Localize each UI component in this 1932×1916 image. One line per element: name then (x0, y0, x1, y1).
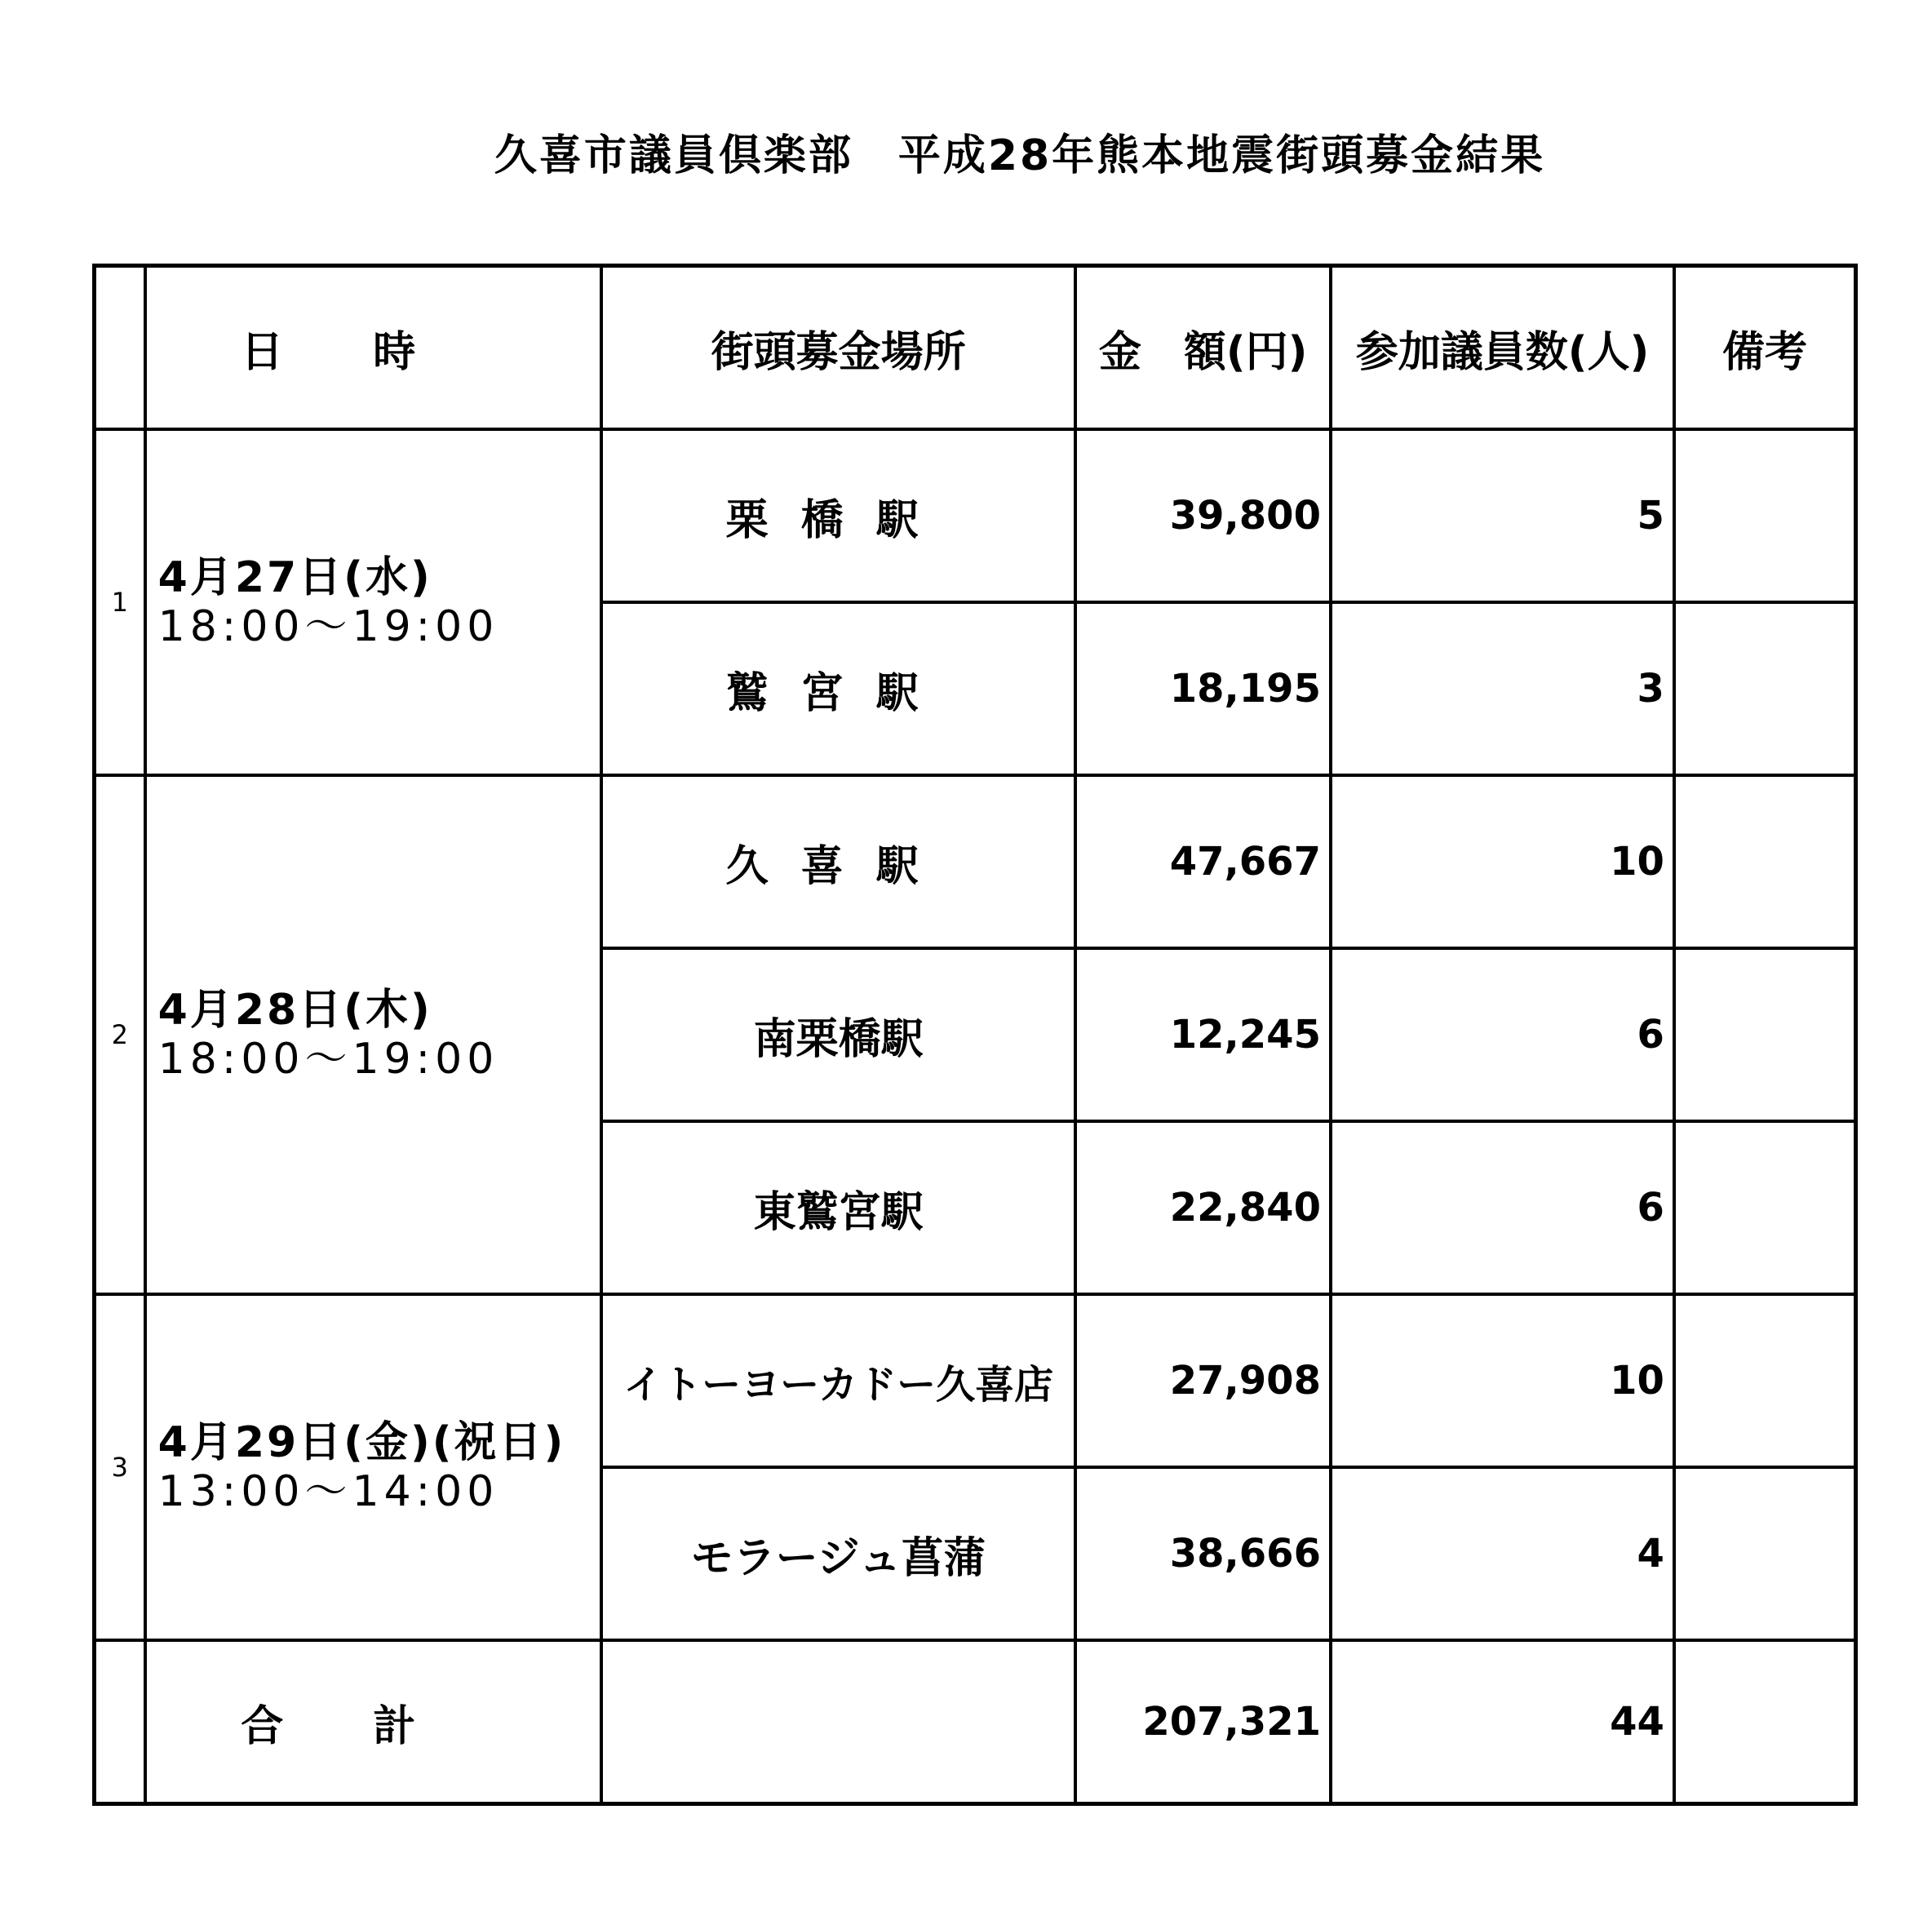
total-row (95, 1640, 1856, 1804)
remarks-cell (1674, 775, 1856, 948)
time-text: 18:00～19:00 (157, 602, 499, 651)
header-amount: 金 額(円) (1075, 266, 1331, 430)
total-remarks (1674, 1640, 1856, 1804)
place-cell: 南栗橋駅 (601, 948, 1075, 1121)
group-number: 2 (95, 775, 145, 1294)
date-text: 4月29日(金)(祝日) (157, 1418, 566, 1467)
total-label: 合計 (145, 1640, 601, 1804)
header-members: 参加議員数(人) (1331, 266, 1674, 430)
amount-cell: 12,245 (1075, 948, 1331, 1121)
place-cell: モラージュ菖蒲 (601, 1467, 1075, 1640)
amount-cell: 39,800 (1075, 429, 1331, 602)
date-text: 4月28日(木) (157, 986, 432, 1035)
table-row (95, 429, 1856, 602)
place-cell: 久喜駅 (601, 775, 1075, 948)
remarks-cell (1674, 948, 1856, 1121)
datetime-cell (145, 1294, 601, 1640)
remarks-cell (1674, 1467, 1856, 1640)
remarks-cell (1674, 1121, 1856, 1294)
amount-cell: 47,667 (1075, 775, 1331, 948)
header-place: 街頭募金場所 (601, 266, 1075, 430)
time-text: 18:00～19:00 (157, 1035, 499, 1084)
header-row (95, 266, 1856, 430)
members-cell: 3 (1331, 602, 1674, 775)
members-cell: 5 (1331, 429, 1674, 602)
place-cell: 鷲宮駅 (601, 602, 1075, 775)
amount-cell: 38,666 (1075, 1467, 1331, 1640)
remarks-cell (1674, 1294, 1856, 1467)
table-row (95, 775, 1856, 948)
place-cell: 東鷲宮駅 (601, 1121, 1075, 1294)
members-cell: 10 (1331, 775, 1674, 948)
header-remarks: 備考 (1674, 266, 1856, 430)
group-number: 3 (95, 1294, 145, 1640)
datetime-cell (145, 775, 601, 1294)
members-cell: 10 (1331, 1294, 1674, 1467)
total-place-cell (601, 1640, 1075, 1804)
members-cell: 6 (1331, 1121, 1674, 1294)
datetime-cell (145, 429, 601, 775)
remarks-cell (1674, 429, 1856, 602)
document-title: 久喜市議員倶楽部 平成28年熊本地震街頭募金結果 (494, 131, 1546, 180)
group-number: 1 (95, 429, 145, 775)
total-amount: 207,321 (1075, 1640, 1331, 1804)
total-members: 44 (1331, 1640, 1674, 1804)
remarks-cell (1674, 602, 1856, 775)
place-cell: イトーヨーカドー久喜店 (601, 1294, 1075, 1467)
donation-results-table (92, 264, 1858, 1806)
header-no (95, 266, 145, 430)
date-text: 4月27日(水) (157, 553, 432, 602)
members-cell: 6 (1331, 948, 1674, 1121)
total-number-cell (95, 1640, 145, 1804)
amount-cell: 27,908 (1075, 1294, 1331, 1467)
header-datetime: 日時 (145, 266, 601, 430)
time-text: 13:00～14:00 (157, 1467, 499, 1516)
amount-cell: 18,195 (1075, 602, 1331, 775)
members-cell: 4 (1331, 1467, 1674, 1640)
table-row (95, 1294, 1856, 1467)
amount-cell: 22,840 (1075, 1121, 1331, 1294)
place-cell: 栗橋駅 (601, 429, 1075, 602)
